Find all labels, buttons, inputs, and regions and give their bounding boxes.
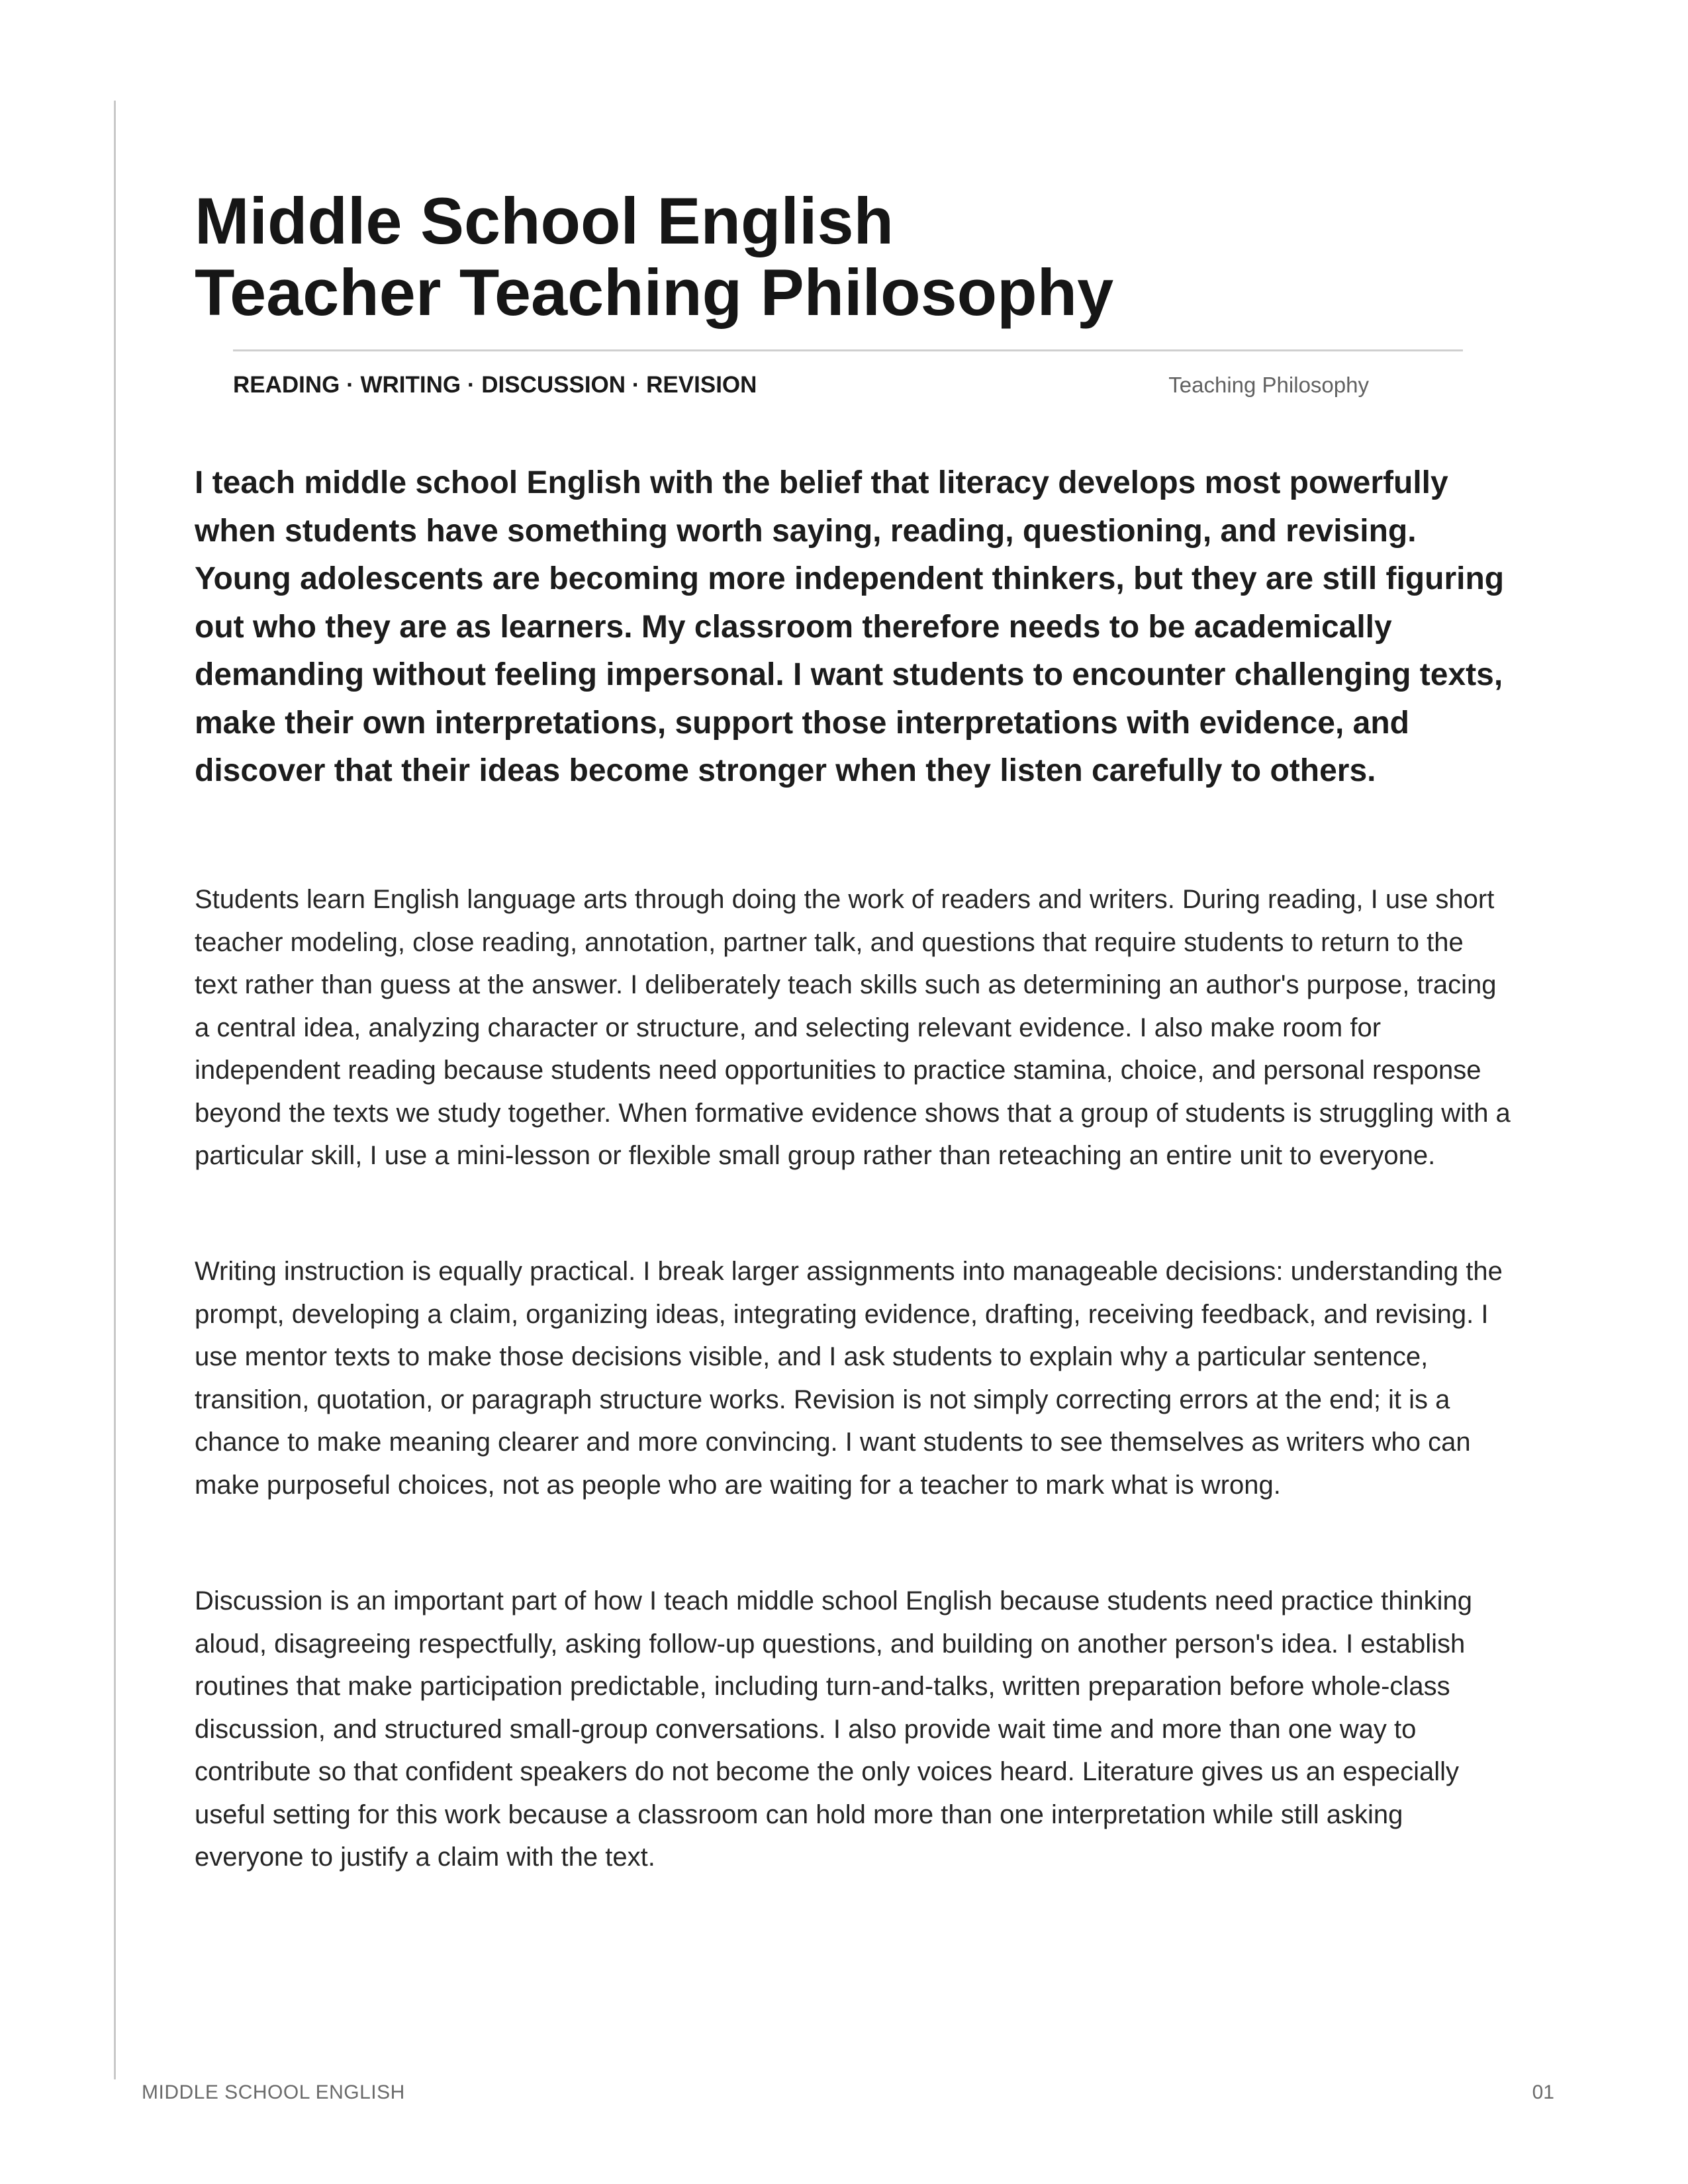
page-title: [195, 185, 1452, 328]
body-paragraph-reading: Students learn English language arts through doing the work of readers and writers. During reading, I use short teacher modeling, close reading, annotation, partner talk, and questions that require students to return to the text rather than guess at the answer. I deliberately teach skills such as determining an author's purpose, tracing a central idea, analyzing character or structure, and selecting relevant evidence. I also make room for independent reading because students need opportunities to practice stamina, choice, and personal response beyond the texts we study together. When formative evidence shows that a group of students is struggling with a particular skill, I use a mini-lesson or flexible small group rather than reteaching an entire unit to everyone.: [195, 885, 1511, 1170]
title-line-1: Middle School English: [195, 184, 894, 257]
title-divider: [233, 349, 1463, 351]
body-paragraph-writing: Writing instruction is equally practical. I break larger assignments into manageable decisions: understanding the prompt, developing a claim, organizing ideas, integrating evidence, drafting, receiving feedback, and revising. I use mentor texts to make those decisions visible, and I ask students to explain why a particular sentence, transition, quotation, or paragraph structure works. Revision is not simply correcting errors at the end; it is a chance to make meaning clearer and more convincing. I want students to see themselves as writers who can make purposeful choices, not as people who are waiting for a teacher to mark what is wrong.: [195, 1257, 1503, 1500]
body-paragraph-discussion: Discussion is an important part of how I teach middle school English because students need practice thinking aloud, disagreeing respectfully, asking follow-up questions, and building on another person's idea. I establish routines that make participation predictable, including turn-and-talks, written preparation before whole-class discussion, and structured small-group conversations. I also provide wait time and more than one way to contribute so that confident speakers do not become the only voices heard. Literature gives us an especially useful setting for this work because a classroom can hold more than one interpretation while still asking everyone to justify a claim with the text.: [195, 1586, 1472, 1872]
document-type-label: Teaching Philosophy: [1168, 373, 1369, 397]
lead-paragraph: I teach middle school English with the belief that literacy develops most powerfully when students have something worth saying, reading, questioning, and revising. Young adolescents are becoming more independent thinkers, but they are still figuring out who they are as learners. My classroom therefore needs to be academically demanding without feeling impersonal. I want students to encounter challenging texts, make their own interpretations, support those interpretations with evidence, and discover that their ideas become stronger when they listen carefully to others.: [195, 465, 1505, 788]
footer-label: MIDDLE SCHOOL ENGLISH: [142, 2081, 405, 2103]
topics-kicker: READING · WRITING · DISCUSSION · REVISION: [233, 372, 757, 398]
page-number: 01: [1532, 2081, 1554, 2103]
left-margin-rule: [114, 101, 116, 2079]
title-line-2: Teacher Teaching Philosophy: [195, 255, 1114, 329]
